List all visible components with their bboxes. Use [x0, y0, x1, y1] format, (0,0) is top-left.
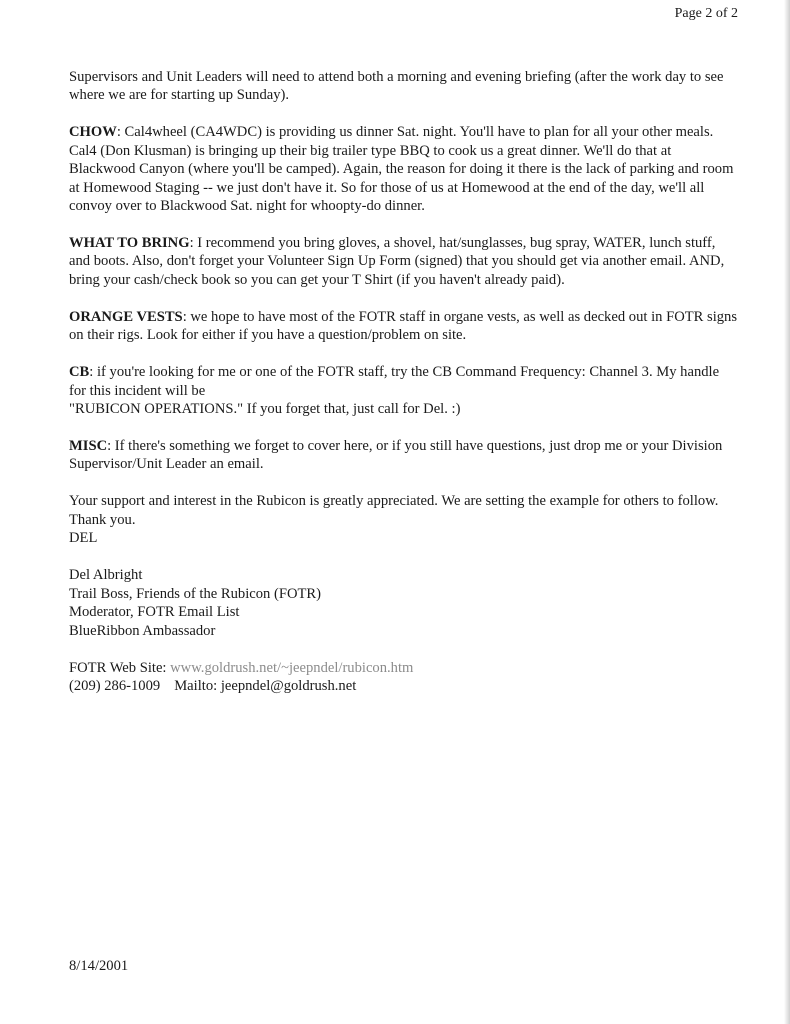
- misc-paragraph: [69, 437, 739, 474]
- chow-label: CHOW: [69, 124, 117, 141]
- signature-title-ambassador: BlueRibbon Ambassador: [69, 622, 216, 639]
- what-to-bring-text: : I recommend you bring gloves, a shovel, hat/sunglasses, bug spray, WATER, lunch stuff, and boots. Also, don't forget your Volunteer Sign Up Form (signed) that you should get via another email. AND, bring your cash/check book so you can get your T Shirt (if you haven't already paid).: [69, 235, 725, 288]
- cb-label: CB: [69, 364, 90, 381]
- orange-vests-paragraph: [69, 308, 739, 345]
- scan-edge-shadow: [784, 0, 790, 1024]
- chow-paragraph: [69, 123, 739, 215]
- contact-block: [69, 659, 739, 696]
- cb-text: : if you're looking for me or one of the FOTR staff, try the CB Command Frequency: Channel 3. My handle for this incident will be: [69, 364, 720, 399]
- what-to-bring-label: WHAT TO BRING: [69, 235, 190, 252]
- orange-vests-label: ORANGE VESTS: [69, 308, 183, 325]
- misc-text: : If there's something we forget to cover here, or if you still have questions, just drop me or your Division Supervisor/Unit Leader an email.: [69, 438, 723, 473]
- signature-title-moderator: Moderator, FOTR Email List: [69, 604, 240, 621]
- web-site-link[interactable]: www.goldrush.net/~jeepndel/rubicon.htm: [170, 659, 414, 676]
- letter-body: [69, 68, 739, 696]
- what-to-bring-paragraph: [69, 234, 739, 289]
- chow-text: : Cal4wheel (CA4WDC) is providing us dinner Sat. night. You'll have to plan for all your other meals. Cal4 (Don Klusman) is bringing up their big trailer type BBQ to cook us a great dinner. We'll do that at Blackwood Canyon (where you'll be camped). Again, the reason for doing it there is the lack of parking and room at Homewood Staging -- we just don't have it. So for those of us at Homewood at the end of the day, we'll all convoy over to Blackwood Sat. night for whoopty-do dinner.: [69, 124, 734, 215]
- signature-block: [69, 566, 739, 640]
- closing-text: Your support and interest in the Rubicon is greatly appreciated. We are setting the example for others to follow. Thank you.: [69, 493, 719, 528]
- page-number: Page 2 of 2: [674, 6, 738, 21]
- footer-date: 8/14/2001: [69, 958, 129, 974]
- intro-paragraph: Supervisors and Unit Leaders will need to attend both a morning and evening briefing (after the work day to see where we are for starting up Sunday).: [69, 69, 724, 104]
- cb-handle-line: "RUBICON OPERATIONS." If you forget that, just call for Del. :): [69, 401, 461, 418]
- cb-paragraph: [69, 363, 739, 418]
- misc-label: MISC: [69, 438, 108, 455]
- closing-paragraph: [69, 492, 739, 547]
- mailto-link[interactable]: Mailto: jeepndel@goldrush.net: [174, 678, 357, 695]
- signature-name: Del Albright: [69, 567, 143, 584]
- orange-vests-text: : we hope to have most of the FOTR staff in organe vests, as well as decked out in FOTR signs on their rigs. Look for either if you have a question/problem on site.: [69, 308, 738, 344]
- signature-title-trail-boss: Trail Boss, Friends of the Rubicon (FOTR): [69, 585, 322, 602]
- web-site-label: FOTR Web Site:: [69, 659, 167, 676]
- web-site-line: [69, 659, 739, 677]
- phone-number: (209) 286-1009: [69, 678, 161, 695]
- closing-initials: DEL: [69, 530, 98, 547]
- phone-mail-line: [69, 677, 739, 695]
